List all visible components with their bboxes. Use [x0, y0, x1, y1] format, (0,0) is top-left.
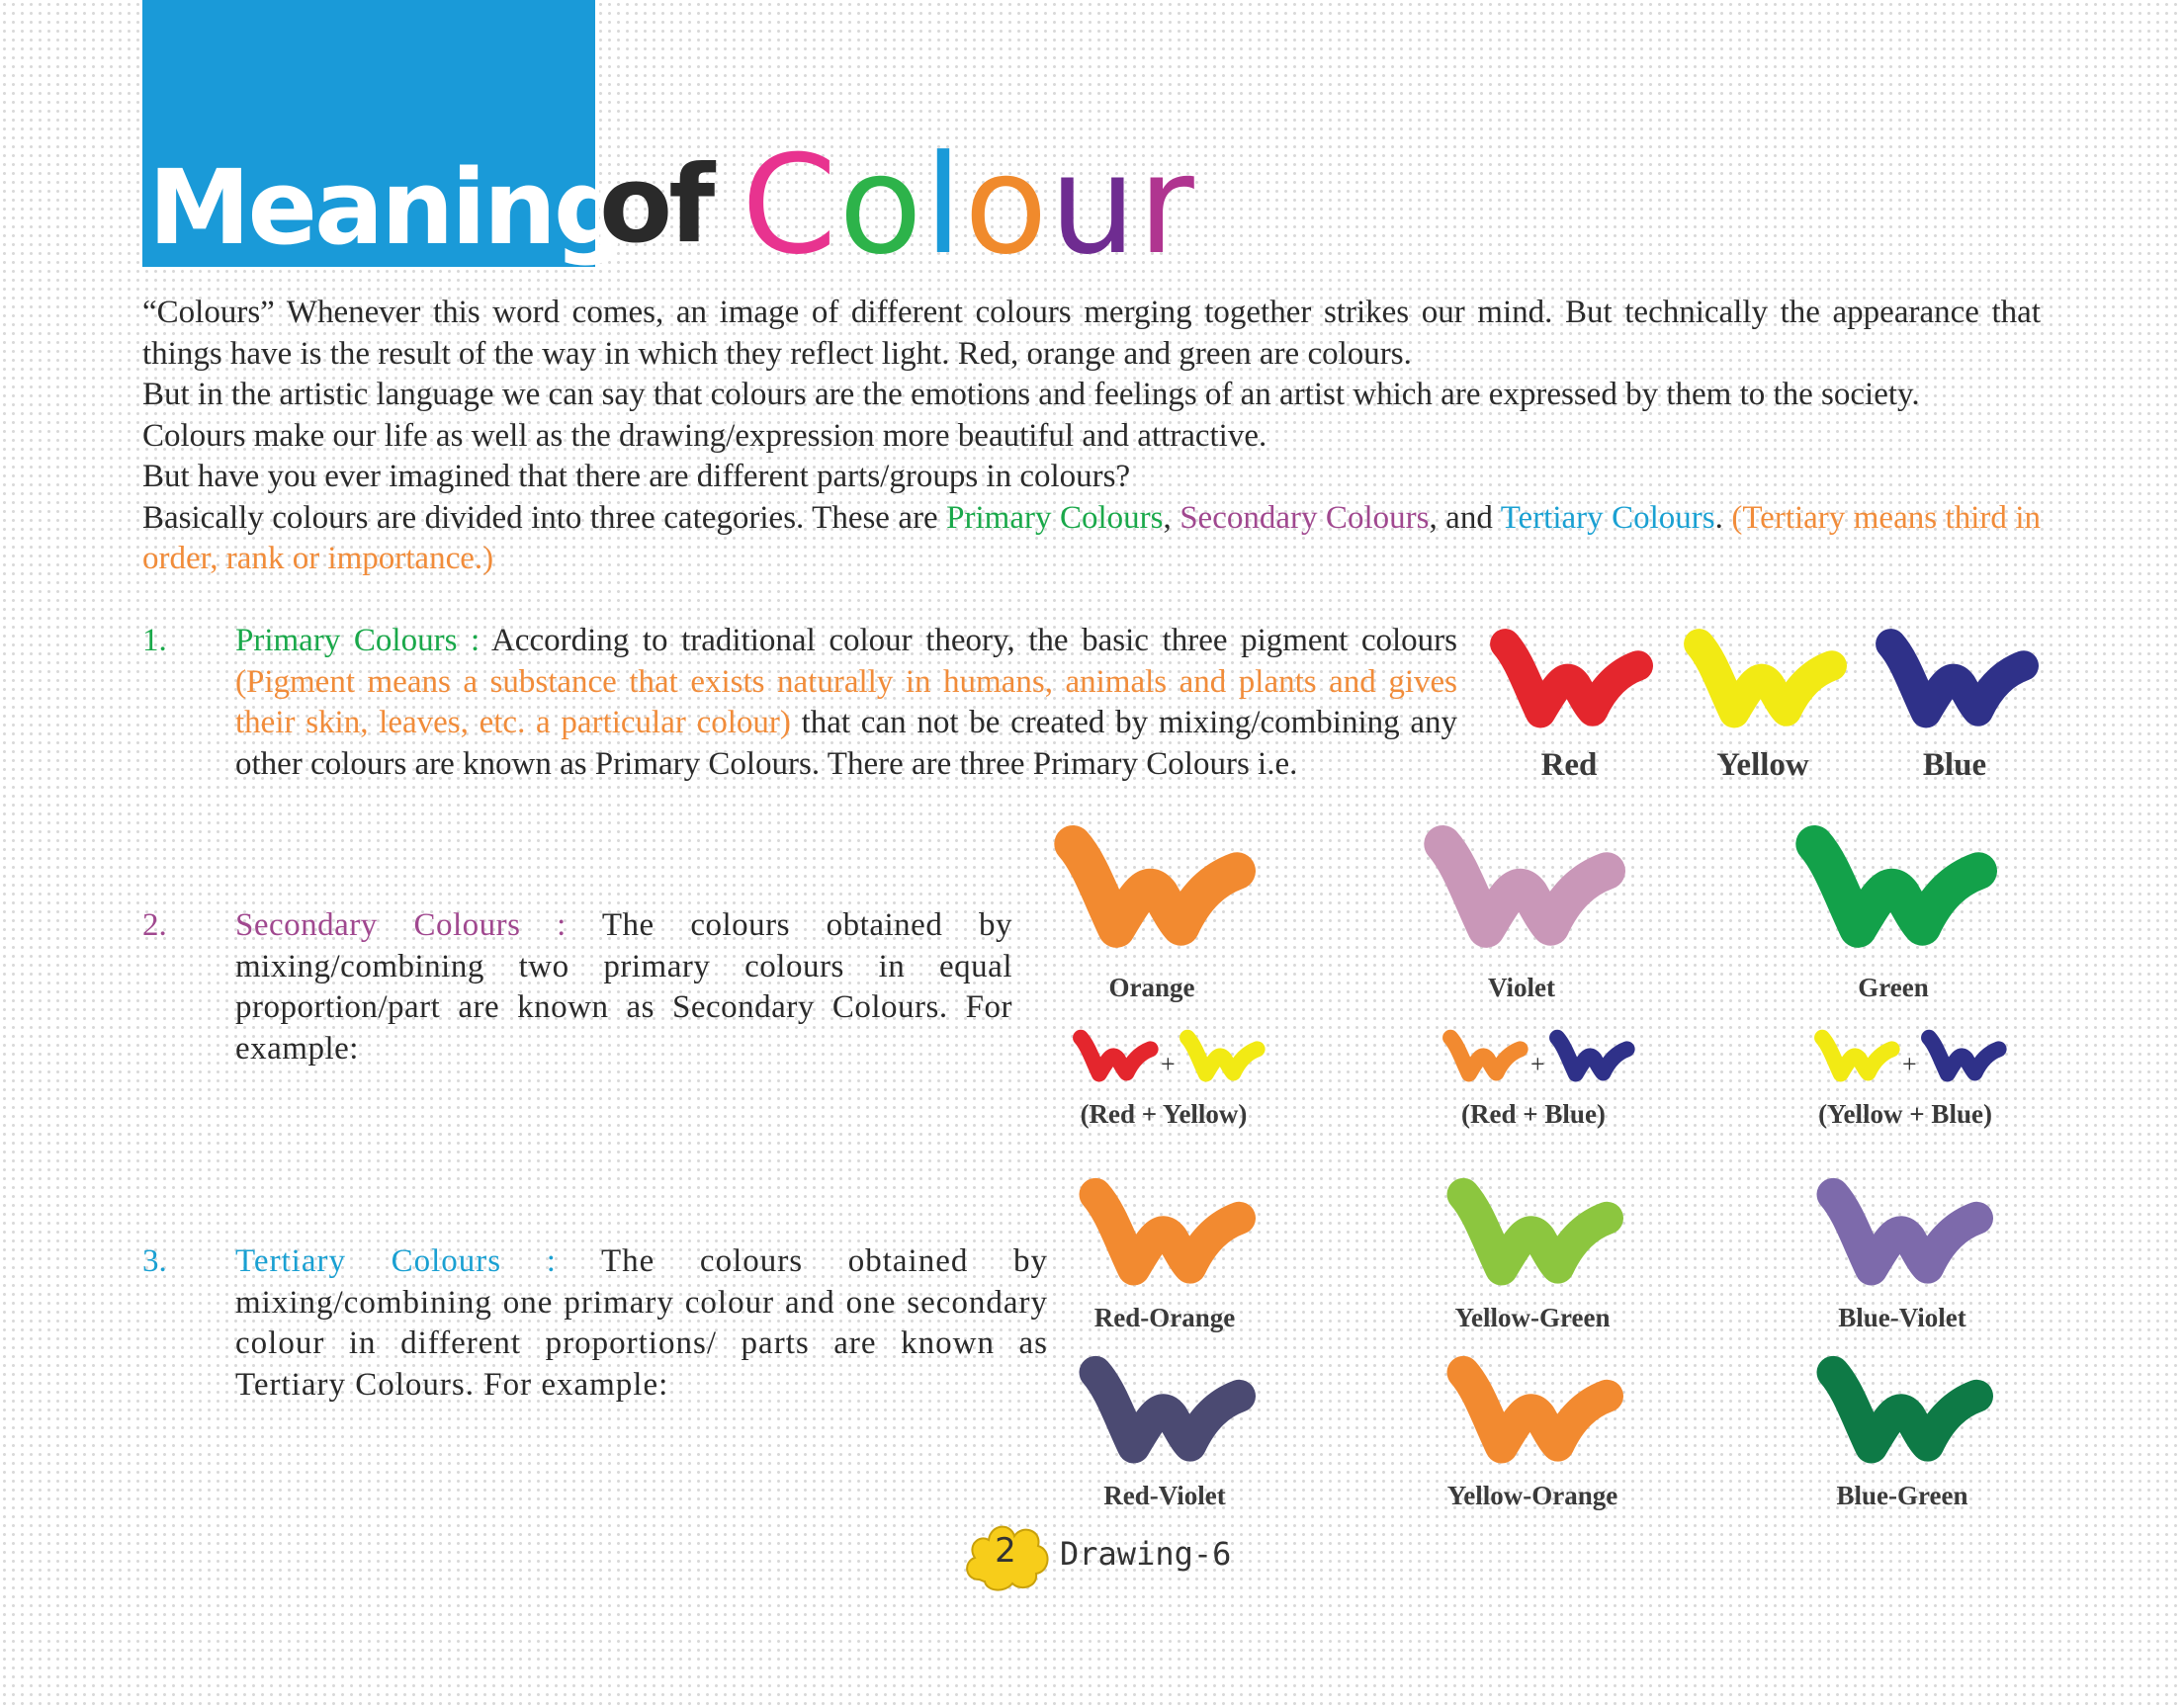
plus-sign: +: [1161, 1050, 1176, 1078]
colour-swatch: [1811, 1350, 1993, 1510]
colour-swatch: [1485, 625, 1653, 783]
title-colour: [742, 126, 1196, 285]
brush-stroke-icon: [1918, 1028, 2007, 1085]
category-tertiary: Tertiary Colours: [1500, 499, 1715, 536]
section-number-3: 3.: [142, 1243, 167, 1279]
swatch-label: Orange: [1108, 973, 1195, 1002]
colour-swatch: [1048, 820, 1256, 1002]
swatch-label: Green: [1858, 973, 1929, 1002]
swatch-label: Yellow: [1716, 747, 1809, 783]
swatch-label: Yellow-Orange: [1446, 1481, 1618, 1510]
title-colour-letter: C: [742, 126, 839, 285]
brush-stroke-icon: [1074, 1350, 1256, 1473]
swatch-label: Yellow-Green: [1454, 1303, 1611, 1332]
brush-stroke-icon: [1070, 1028, 1159, 1085]
section-primary-heading: Primary Colours :: [235, 623, 491, 658]
colour-swatch: [1679, 625, 1847, 783]
colour-swatch: [1074, 1172, 1256, 1332]
section-secondary-body: The colours obtained by mixing/combining two primary colours in equal proportion/part are known as Secondary Colours. For example:: [235, 907, 1012, 1067]
category-secondary: Secondary Colours: [1179, 499, 1430, 536]
brush-stroke-icon: [1790, 820, 1997, 957]
book-title: Drawing-6: [1060, 1535, 1232, 1573]
brush-stroke-icon: [1441, 1350, 1623, 1473]
colour-swatch: [1441, 1172, 1623, 1332]
swatch-label: Violet: [1488, 973, 1555, 1002]
brush-stroke-icon: [1177, 1028, 1266, 1085]
swatch-label: Blue: [1922, 747, 1987, 783]
title-colour-letter: o: [964, 126, 1050, 285]
colour-swatch: [1790, 820, 1997, 1002]
section-primary-text: [235, 621, 1457, 785]
title-colour-letter: o: [838, 126, 924, 285]
intro-paragraph-2: But in the artistic language we can say that colours are the emotions and feelings of an artist which are expressed by them to the society.: [142, 377, 1920, 412]
plus-sign: +: [1902, 1050, 1917, 1078]
brush-stroke-icon: [1811, 1172, 1993, 1295]
intro-paragraph-4: But have you ever imagined that there are different parts/groups in colours?: [142, 459, 1131, 494]
section-primary-text-a: According to traditional colour theory, the basic three pigment colours: [490, 623, 1457, 658]
colour-swatch: [1441, 1350, 1623, 1510]
mix-label: (Yellow + Blue): [1818, 1099, 1992, 1129]
title-meaning: Meaning: [148, 147, 625, 268]
title-colour-letter: r: [1138, 126, 1196, 285]
section-number-2: 2.: [142, 907, 167, 943]
intro-paragraph-5: [142, 498, 2041, 580]
title-colour-letter: u: [1049, 126, 1139, 285]
intro-paragraph-3: Colours make our life as well as the drawing/expression more beautiful and attractive.: [142, 417, 1267, 454]
section-tertiary-text: [235, 1241, 1048, 1406]
swatch-label: Red: [1540, 747, 1598, 783]
brush-stroke-icon: [1441, 1172, 1623, 1295]
brush-stroke-icon: [1871, 625, 2039, 735]
section-tertiary-body: The colours obtained by mixing/combining one primary colour and one secondary colour in different proportions/ parts are known as Tertiary Colours. For example:: [235, 1243, 1048, 1403]
colour-mix: [1070, 1028, 1258, 1129]
colour-mix: [1811, 1028, 1999, 1129]
title-of: of: [599, 143, 712, 267]
mix-label: (Red + Blue): [1461, 1099, 1606, 1129]
brush-stroke-icon: [1440, 1028, 1528, 1085]
section-secondary-text: [235, 905, 1012, 1069]
category-and: , and: [1429, 499, 1501, 536]
brush-stroke-icon: [1485, 625, 1653, 735]
section-secondary-heading: Secondary Colours :: [235, 907, 602, 943]
mix-label: (Red + Yellow): [1080, 1099, 1248, 1129]
pigment-note: (Pigment means a substance that exists naturally in humans, animals and plants and gives their skin, leaves, etc. a particular colour): [235, 663, 1457, 740]
brush-stroke-icon: [1811, 1350, 1993, 1473]
category-dot: .: [1714, 499, 1732, 536]
brush-stroke-icon: [1074, 1172, 1256, 1295]
plus-sign: +: [1530, 1050, 1545, 1078]
page-number: 2: [995, 1531, 1016, 1571]
category-comma: ,: [1163, 499, 1180, 536]
colour-swatch: [1811, 1172, 1993, 1332]
categories-lead: Basically colours are divided into three categories. These are: [142, 499, 947, 536]
swatch-label: Blue-Violet: [1838, 1303, 1966, 1332]
intro-paragraph-1: “Colours” Whenever this word comes, an image of different colours merging together strikes our mind. But technically the appearance that things have is the result of the way in which they reflect light. Red, orange and green are colours.: [142, 295, 2041, 372]
title-colour-letter: l: [923, 126, 965, 285]
colour-swatch: [1871, 625, 2039, 783]
brush-stroke-icon: [1546, 1028, 1635, 1085]
section-primary-text-b: that can not be created by mixing/combining any other colours are known as Primary Colours. There are three Primary Colours i.e.: [235, 705, 1457, 782]
colour-mix: [1440, 1028, 1627, 1129]
intro-text: [142, 293, 2041, 580]
tertiary-meaning-note: (Tertiary means third in order, rank or importance.): [142, 499, 2041, 576]
category-primary: Primary Colours: [946, 499, 1164, 536]
swatch-label: Red-Violet: [1103, 1481, 1226, 1510]
brush-stroke-icon: [1048, 820, 1256, 957]
brush-stroke-icon: [1418, 820, 1625, 957]
brush-stroke-icon: [1679, 625, 1847, 735]
colour-swatch: [1418, 820, 1625, 1002]
swatch-label: Red-Orange: [1093, 1303, 1236, 1332]
swatch-label: Blue-Green: [1836, 1481, 1968, 1510]
colour-swatch: [1074, 1350, 1256, 1510]
section-tertiary-heading: Tertiary Colours :: [235, 1243, 601, 1279]
section-number-1: 1.: [142, 623, 167, 658]
brush-stroke-icon: [1811, 1028, 1900, 1085]
